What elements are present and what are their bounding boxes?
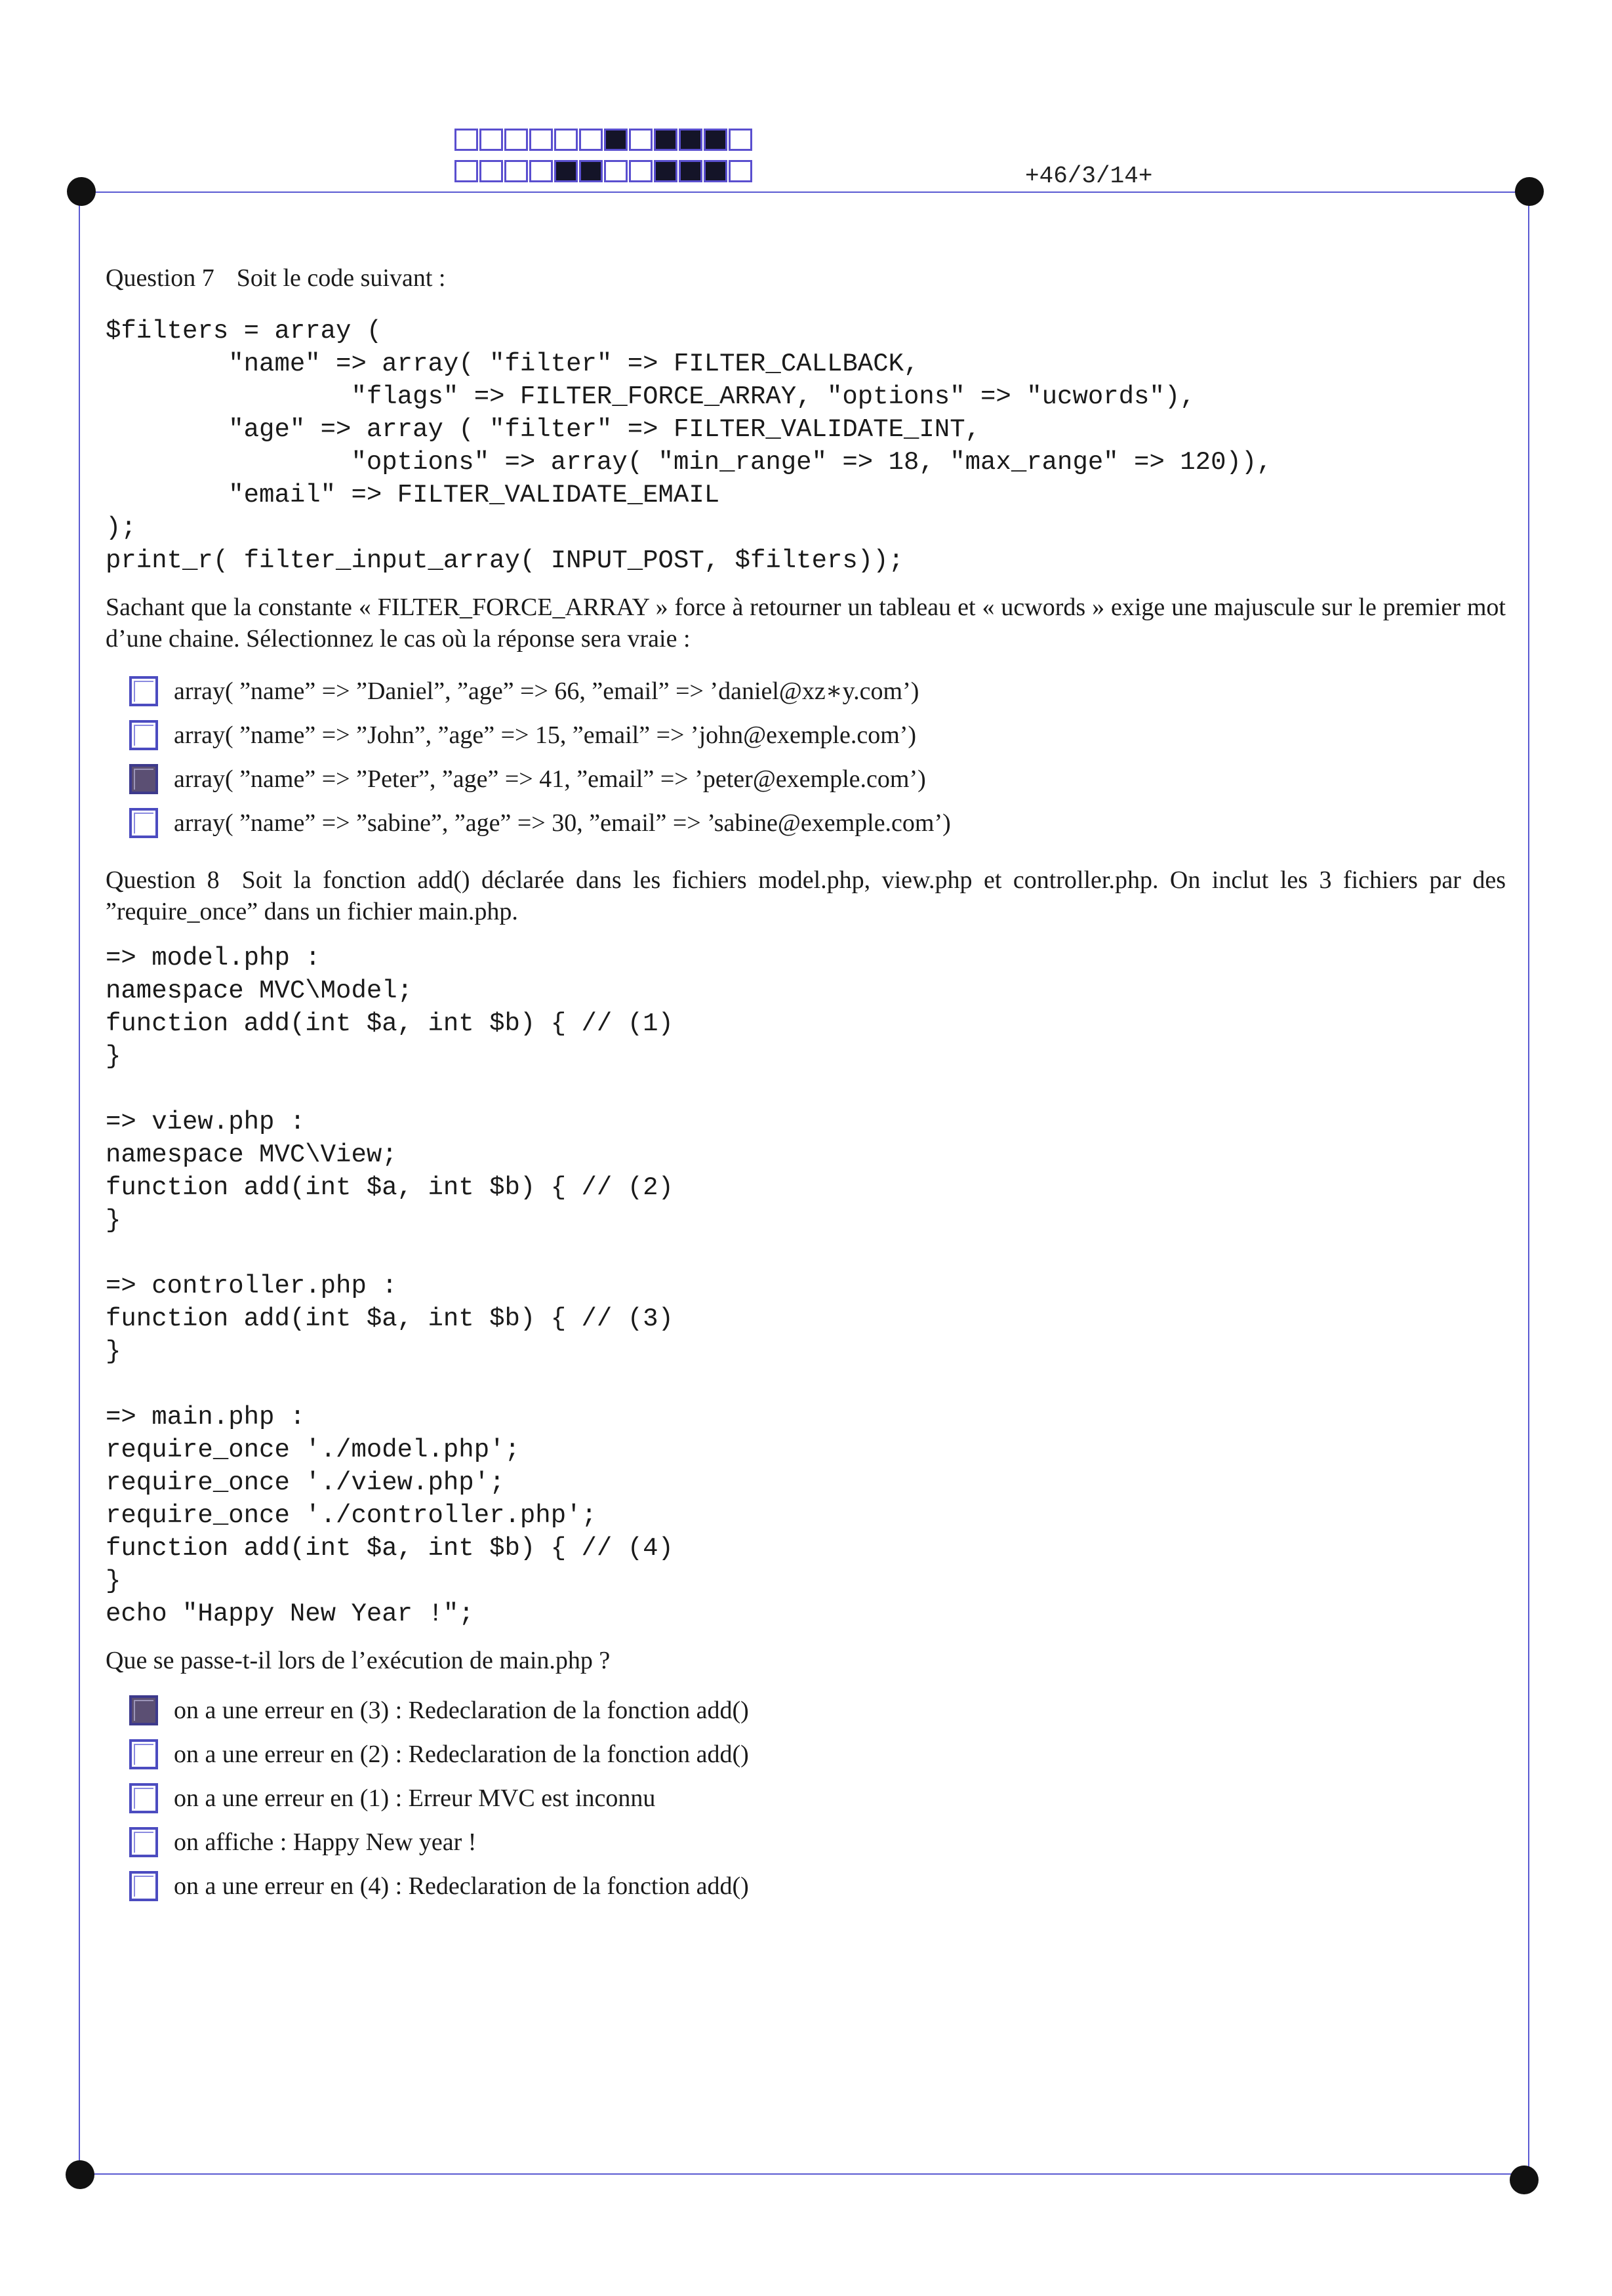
checkbox-q8-5[interactable]: [129, 1871, 158, 1901]
id-code-cell: [729, 160, 752, 182]
question-8-code: => model.php : namespace MVC\Model; function add(int $a, int $b) { // (1) } => view.php : namespace MVC\View; function add(int $a, int $b) { // (2) } => controller.php : function add(int $a, int $b) { // (3) } => main.php : require_once './model.php'; require_once './view.php'; require_once './controller.php'; function add(int $a, int $b) { // (4) } echo "Happy New Year !";: [106, 944, 674, 1628]
id-code-cell: [554, 160, 578, 182]
id-code-cell: [629, 129, 653, 151]
checkbox-q7-2[interactable]: [129, 720, 158, 750]
question-7-intro: Soit le code suivant :: [236, 264, 446, 292]
question-7-label: Question 7: [106, 264, 214, 292]
option-q7-4[interactable]: [129, 801, 1506, 845]
option-q8-5-label: on a une erreur en (4) : Redeclaration de la fonction add(): [174, 1872, 749, 1900]
checkbox-q8-2[interactable]: [129, 1739, 158, 1769]
id-code-cell: [479, 160, 503, 182]
id-code-row-2: [454, 160, 754, 182]
corner-marker-bottom-right: [1510, 2165, 1539, 2194]
id-code-cell: [604, 160, 628, 182]
option-q7-2[interactable]: [129, 713, 1506, 757]
option-q8-2[interactable]: [129, 1732, 1506, 1776]
id-code-cell: [479, 129, 503, 151]
option-q8-2-label: on a une erreur en (2) : Redeclaration de la fonction add(): [174, 1740, 749, 1768]
question-7-heading: [106, 261, 1506, 295]
id-code-cell: [454, 160, 478, 182]
id-code-cell: [504, 160, 528, 182]
question-8-question: Que se passe-t-il lors de l’exécution de main.php ?: [106, 1647, 611, 1674]
option-q8-1[interactable]: [129, 1688, 1506, 1732]
corner-marker-bottom-left: [66, 2160, 94, 2189]
checkbox-q8-4[interactable]: [129, 1827, 158, 1857]
id-code-cell: [529, 129, 553, 151]
id-code-cell: [604, 129, 628, 151]
id-code-cell: [629, 160, 653, 182]
id-code-cell: [579, 129, 603, 151]
frame-top-line: [80, 191, 1529, 193]
question-7-text: Sachant que la constante « FILTER_FORCE_ARRAY » force à retourner un tableau et « ucwords » exige une majuscule sur le premier mot d’une chaine. Sélectionnez le cas où la réponse sera vraie :: [106, 594, 1506, 653]
question-7-code: $filters = array ( "name" => array( "filter" => FILTER_CALLBACK, "flags" => FILTER_FORCE_ARRAY, "options" => "ucwords"), "age" => array ( "filter" => FILTER_VALIDATE_INT, "options" => array( "min_range" => 18, "max_range" => 120)), "email" => FILTER_VALIDATE_EMAIL ); print_r( filter_input_array( INPUT_POST, $filters));: [106, 317, 1272, 575]
id-code-cell: [704, 160, 727, 182]
option-q8-5[interactable]: [129, 1864, 1506, 1908]
id-code-cell: [654, 160, 677, 182]
option-q7-1[interactable]: [129, 669, 1506, 713]
option-q8-3[interactable]: [129, 1776, 1506, 1820]
option-q7-1-label: array( ”name” => ”Daniel”, ”age” => 66, ”email” => ’daniel@xz∗y.com’): [174, 677, 919, 705]
id-code-cell: [554, 129, 578, 151]
option-q8-4-label: on affiche : Happy New year !: [174, 1828, 477, 1856]
page-content: [106, 261, 1506, 1908]
question-8-intro: Soit la fonction add() déclarée dans les fichiers model.php, view.php et controller.php. On inclut les 3 fichiers par des ”require_once” dans un fichier main.php.: [106, 866, 1506, 925]
id-code-cell: [729, 129, 752, 151]
frame-left-line: [79, 191, 80, 2175]
option-q8-1-label: on a une erreur en (3) : Redeclaration de la fonction add(): [174, 1696, 749, 1724]
corner-marker-top-left: [67, 177, 96, 206]
id-code-cell: [654, 129, 677, 151]
page-code: +46/3/14+: [1025, 163, 1153, 190]
id-code-cell: [504, 129, 528, 151]
id-code-cell: [579, 160, 603, 182]
option-q8-4[interactable]: [129, 1820, 1506, 1864]
option-q7-3[interactable]: [129, 757, 1506, 801]
option-q8-3-label: on a une erreur en (1) : Erreur MVC est inconnu: [174, 1784, 656, 1812]
id-code-cell: [454, 129, 478, 151]
id-code-cell: [704, 129, 727, 151]
option-q7-4-label: array( ”name” => ”sabine”, ”age” => 30, ”email” => ’sabine@exemple.com’): [174, 809, 951, 837]
frame-bottom-line: [80, 2173, 1529, 2175]
id-code-cell: [679, 160, 702, 182]
option-q7-2-label: array( ”name” => ”John”, ”age” => 15, ”email” => ’john@exemple.com’): [174, 721, 917, 749]
checkbox-q7-4[interactable]: [129, 808, 158, 838]
checkbox-q8-3[interactable]: [129, 1783, 158, 1813]
checkbox-q8-1[interactable]: [129, 1695, 158, 1725]
checkbox-q7-1[interactable]: [129, 676, 158, 706]
checkbox-q7-3[interactable]: [129, 764, 158, 794]
option-q7-3-label: array( ”name” => ”Peter”, ”age” => 41, ”email” => ’peter@exemple.com’): [174, 765, 926, 793]
id-code-cell: [529, 160, 553, 182]
question-8-label: Question 8: [106, 866, 220, 894]
id-code-cell: [679, 129, 702, 151]
question-8-options: [129, 1688, 1506, 1908]
id-code-row-1: [454, 129, 754, 151]
question-7-options: [129, 669, 1506, 845]
corner-marker-top-right: [1515, 177, 1544, 206]
question-8-heading: [106, 864, 1506, 927]
frame-right-line: [1528, 191, 1529, 2179]
